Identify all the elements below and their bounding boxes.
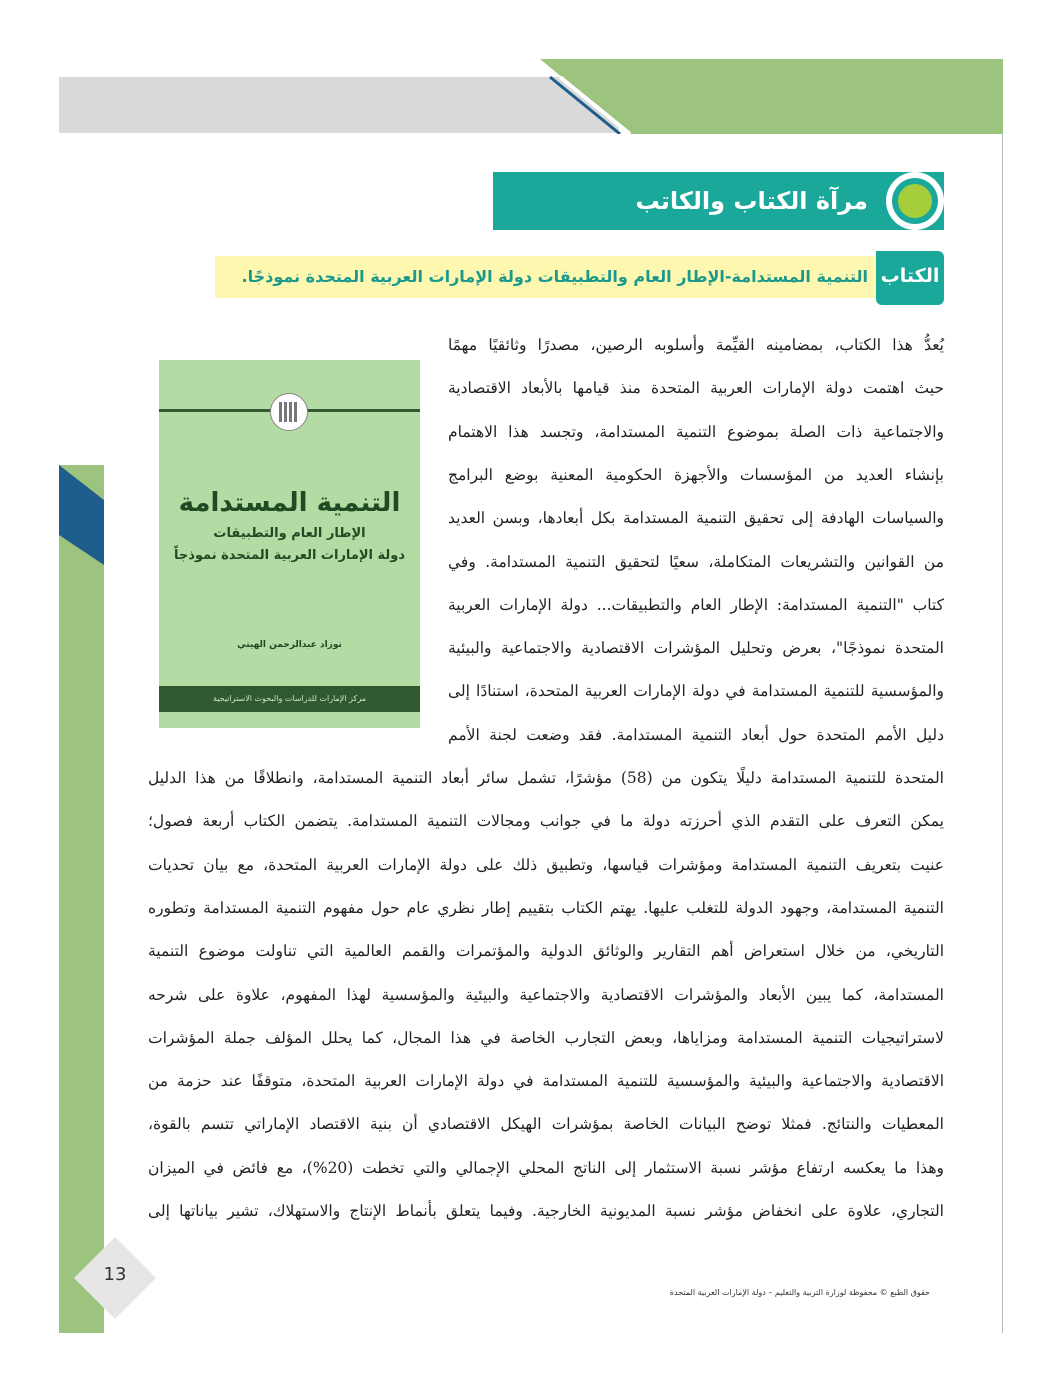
cover-publisher: مركز الإمارات للدراسات والبحوث الاستراتيجية [159, 686, 420, 712]
page-number: 13 [103, 1264, 127, 1285]
header-diagonal-stripes [540, 59, 660, 134]
paragraph-line: المتحدة نموذجًا"، بعرض وتحليل المؤشرات الاقتصادية والاجتماعية والبيئية [448, 639, 944, 658]
paragraph-line: حيث اهتمت دولة الإمارات العربية المتحدة منذ قيامها بالأبعاد الاقتصادية [448, 379, 944, 398]
paragraph-line: وهذا ما يعكسه ارتفاع مؤشر نسبة الاستثمار إلى الناتج المحلي الإجمالي والتي تخطت (20%)، مع فائض في الميزان [148, 1158, 944, 1177]
paragraph-line: المتحدة للتنمية المستدامة دليلًا يتكون من (58) مؤشرًا، تشمل سائر أبعاد التنمية المستدامة، وانطلاقًا من هذا الدليل [148, 769, 944, 787]
publisher-logo-icon [270, 393, 308, 431]
paragraph-line: والمؤسسية للتنمية المستدامة في دولة الإمارات العربية المتحدة، استنادًا إلى [448, 682, 944, 701]
book-label: الكتاب [876, 251, 944, 305]
copyright-footer: حقوق الطبع © محفوظة لوزارة التربية والتعليم – دولة الإمارات العربية المتحدة [669, 1288, 930, 1297]
cover-author: نوزاد عبدالرحمن الهيتي [237, 640, 342, 650]
paragraph-line: عنيت بتعريف التنمية المستدامة ومؤشرات قياسها، وتطبيق ذلك على دولة الإمارات العربية المتحدة، مع بيان تحديات [148, 855, 944, 874]
left-green-strip [59, 465, 104, 1333]
cover-title: التنمية المستدامة [178, 488, 401, 518]
section-title: مرآة الكتاب والكاتب [493, 172, 944, 230]
paragraph-line: بإنشاء العديد من المؤسسات والأجهزة الحكومية المعنية بوضع البرامج [448, 465, 944, 484]
paragraph-line: لاستراتيجيات التنمية المستدامة ومزاياها، وبعض التجارب الخاصة في هذا المجال، كما يحلل المؤلف جملة المؤشرات [148, 1028, 944, 1047]
cover-subtitle-2: دولة الإمارات العربية المتحدة نموذجاً [173, 548, 406, 563]
paragraph-line: الاقتصادية والاجتماعية والبيئية والمؤسسية للتنمية المستدامة في دولة الإمارات العربية المتحدة، متوقفًا عند حزمة من [148, 1072, 944, 1091]
header-gray-bar [59, 77, 619, 133]
paragraph-line: المستدامة، كما يبين الأبعاد والمؤشرات الاقتصادية والاجتماعية والبيئية والمؤسسية لهذا المفهوم، علاوة على شرحه [148, 985, 944, 1004]
paragraph-line: المعطيات والنتائج. فمثلا توضح البيانات الخاصة بمؤشرات الهيكل الاقتصادي أن بنية الاقتصاد الإماراتي تتسم بالقوة، [148, 1115, 944, 1134]
paragraph-line: كتاب "التنمية المستدامة: الإطار العام والتطبيقات... دولة الإمارات العربية [448, 595, 944, 614]
section-circle-dot [898, 184, 932, 218]
book-cover-image [159, 360, 420, 728]
paragraph-line: التنمية المستدامة، وجهود الدولة للتغلب عليها. يهتم الكتاب بتقييم إطار نظري عام حول مفهوم التنمية المستدامة وتطوره [148, 898, 944, 917]
paragraph-line: يمكن التعرف على التقدم الذي أحرزته دولة ما في جوانب ومجالات التنمية المستدامة. يتضمن الكتاب أربعة فصول؛ [148, 812, 944, 831]
right-margin-line [1002, 134, 1003, 1333]
paragraph-line: من القوانين والتشريعات المتكاملة، سعيًا لتحقيق التنمية المستدامة. وفي [448, 552, 944, 571]
book-title: التنمية المستدامة-الإطار العام والتطبيقات دولة الإمارات العربية المتحدة نموذجًا. [215, 256, 876, 298]
paragraph-line: يُعدُّ هذا الكتاب، بمضامينه القيِّمة وأسلوبه الرصين، مصدرًا وثائقيًا مهمًا [448, 336, 944, 354]
paragraph-line: دليل الأمم المتحدة حول أبعاد التنمية المستدامة. فقد وضعت لجنة الأمم [448, 725, 944, 744]
paragraph-line: التاريخي، من خلال استعراض أهم التقارير والوثائق الدولية والمؤتمرات والقمم العالمية التي تناولت موضوع التنمية [148, 942, 944, 961]
paragraph-line: والسياسات الهادفة إلى تحقيق التنمية المستدامة بكل أبعادها، وبسن العديد [448, 509, 944, 528]
cover-subtitle-1: الإطار العام والتطبيقات [213, 526, 366, 541]
paragraph-line: والاجتماعية ذات الصلة بموضوع التنمية المستدامة، وتجسد هذا الاهتمام [448, 422, 944, 441]
paragraph-line: التجاري، علاوة على انخفاض مؤشر نسبة المديونية الخارجية. وفيما يتعلق بأنماط الإنتاج والاستهلاك، تشير بياناتها إلى [148, 1202, 944, 1220]
